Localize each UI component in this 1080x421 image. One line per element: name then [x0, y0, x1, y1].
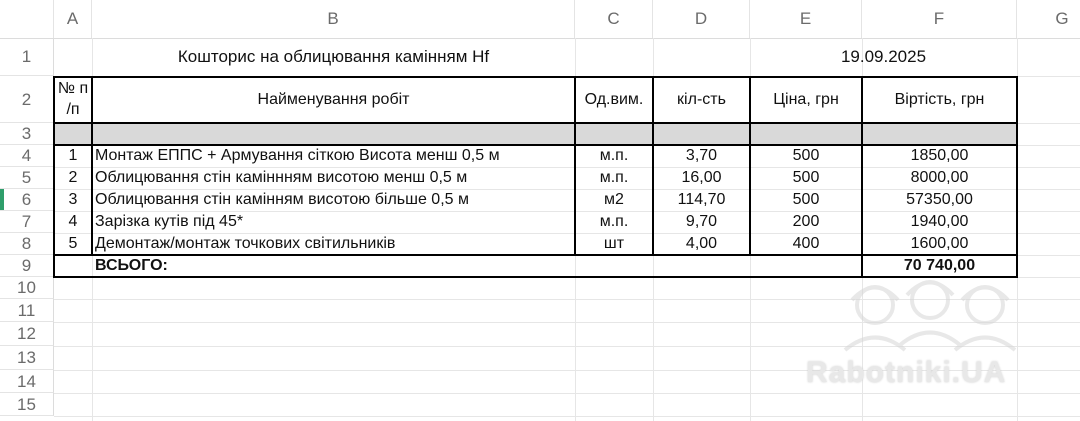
item-price[interactable]: 200 — [792, 213, 820, 230]
watermark-text: Rabotniki.UA — [806, 356, 1007, 389]
row-header-6[interactable]: 6 — [0, 189, 54, 211]
item-num[interactable]: 3 — [68, 191, 78, 208]
header-num[interactable] — [54, 78, 92, 123]
header-unit[interactable]: Од.вим. — [584, 91, 644, 108]
item-name[interactable]: Зарізка кутів під 45* — [95, 213, 244, 230]
table-border — [53, 122, 1018, 124]
column-header-corner[interactable] — [0, 0, 54, 38]
item-name[interactable]: Облицювання стін каміннням висотою менш 0,5 м — [95, 169, 468, 186]
table-border — [861, 76, 863, 278]
row-header-14[interactable]: 14 — [0, 370, 54, 393]
table-border — [53, 76, 55, 278]
row-header-13[interactable]: 13 — [0, 346, 54, 370]
header-num-line2: /п — [66, 101, 80, 118]
item-name[interactable]: Облицювання стін камінням висотою більше 0,5 м — [95, 191, 469, 208]
item-price[interactable]: 500 — [792, 147, 820, 164]
item-cost[interactable]: 1850,00 — [910, 147, 969, 164]
column-header-b[interactable]: B — [92, 0, 575, 38]
item-unit[interactable]: м2 — [604, 191, 624, 208]
row-header-2[interactable]: 2 — [0, 76, 54, 123]
column-header-g[interactable]: G — [1055, 9, 1069, 28]
table-border — [53, 76, 1018, 78]
item-num[interactable]: 5 — [68, 235, 78, 252]
header-name[interactable]: Найменування робіт — [257, 91, 410, 108]
row-header-8[interactable]: 8 — [0, 233, 54, 255]
row-header-9[interactable]: 9 — [0, 255, 54, 277]
column-header-a[interactable]: A — [54, 0, 92, 38]
item-price[interactable]: 500 — [792, 191, 820, 208]
item-unit[interactable]: м.п. — [599, 169, 629, 186]
item-qty[interactable]: 16,00 — [681, 169, 722, 186]
header-num-line1: № п — [57, 80, 89, 97]
row-header-15[interactable]: 15 — [0, 393, 54, 416]
header-gray-band — [54, 123, 1017, 145]
item-cost[interactable]: 8000,00 — [910, 169, 969, 186]
item-name[interactable]: Монтаж ЕППС + Армування сіткою Висота менш 0,5 м — [95, 147, 500, 164]
table-border — [574, 76, 576, 256]
table-border — [652, 76, 654, 256]
column-header-c[interactable]: C — [575, 0, 653, 38]
item-cost[interactable]: 1940,00 — [910, 213, 969, 230]
item-name[interactable]: Демонтаж/монтаж точкових світильників — [95, 235, 396, 252]
row-header-10[interactable]: 10 — [0, 277, 54, 299]
header-cost[interactable]: Віртість, грн — [894, 91, 985, 108]
gridline — [54, 416, 1080, 417]
item-unit[interactable]: шт — [603, 235, 625, 252]
row-header-5[interactable]: 5 — [0, 167, 54, 189]
item-price[interactable]: 400 — [792, 235, 820, 252]
sheet-date[interactable]: 19.09.2025 — [840, 47, 927, 66]
table-border — [91, 76, 93, 256]
item-num[interactable]: 2 — [68, 169, 78, 186]
item-price[interactable]: 500 — [792, 169, 820, 186]
header-price[interactable]: Ціна, грн — [773, 91, 839, 108]
column-header-bar — [0, 0, 1080, 39]
total-value[interactable]: 70 740,00 — [903, 257, 976, 274]
item-qty[interactable]: 9,70 — [685, 213, 718, 230]
table-border — [53, 254, 1018, 256]
table-border — [749, 76, 751, 256]
item-qty[interactable]: 3,70 — [685, 147, 718, 164]
row-header-7[interactable]: 7 — [0, 211, 54, 233]
item-num[interactable]: 4 — [68, 213, 78, 230]
item-unit[interactable]: м.п. — [599, 147, 629, 164]
table-border — [1016, 76, 1018, 278]
column-header-d[interactable]: D — [653, 0, 750, 38]
sheet-title[interactable]: Кошторис на облицювання камінням Hf — [177, 47, 490, 66]
row-header-4[interactable]: 4 — [0, 145, 54, 167]
item-cost[interactable]: 1600,00 — [910, 235, 969, 252]
table-border — [53, 144, 1018, 146]
row-header-12[interactable]: 12 — [0, 322, 54, 346]
item-unit[interactable]: м.п. — [599, 213, 629, 230]
row-header-11[interactable]: 11 — [0, 299, 54, 322]
column-header-e[interactable]: E — [750, 0, 862, 38]
item-num[interactable]: 1 — [68, 147, 78, 164]
item-qty[interactable]: 4,00 — [685, 235, 718, 252]
item-cost[interactable]: 57350,00 — [906, 191, 973, 208]
total-label[interactable]: ВСЬОГО: — [95, 257, 168, 274]
column-header-f[interactable]: F — [862, 0, 1017, 38]
item-qty[interactable]: 114,70 — [677, 191, 726, 208]
row-header-1[interactable]: 1 — [0, 38, 54, 76]
header-qty[interactable]: кіл-сть — [677, 91, 726, 108]
row-header-3[interactable]: 3 — [0, 123, 54, 145]
